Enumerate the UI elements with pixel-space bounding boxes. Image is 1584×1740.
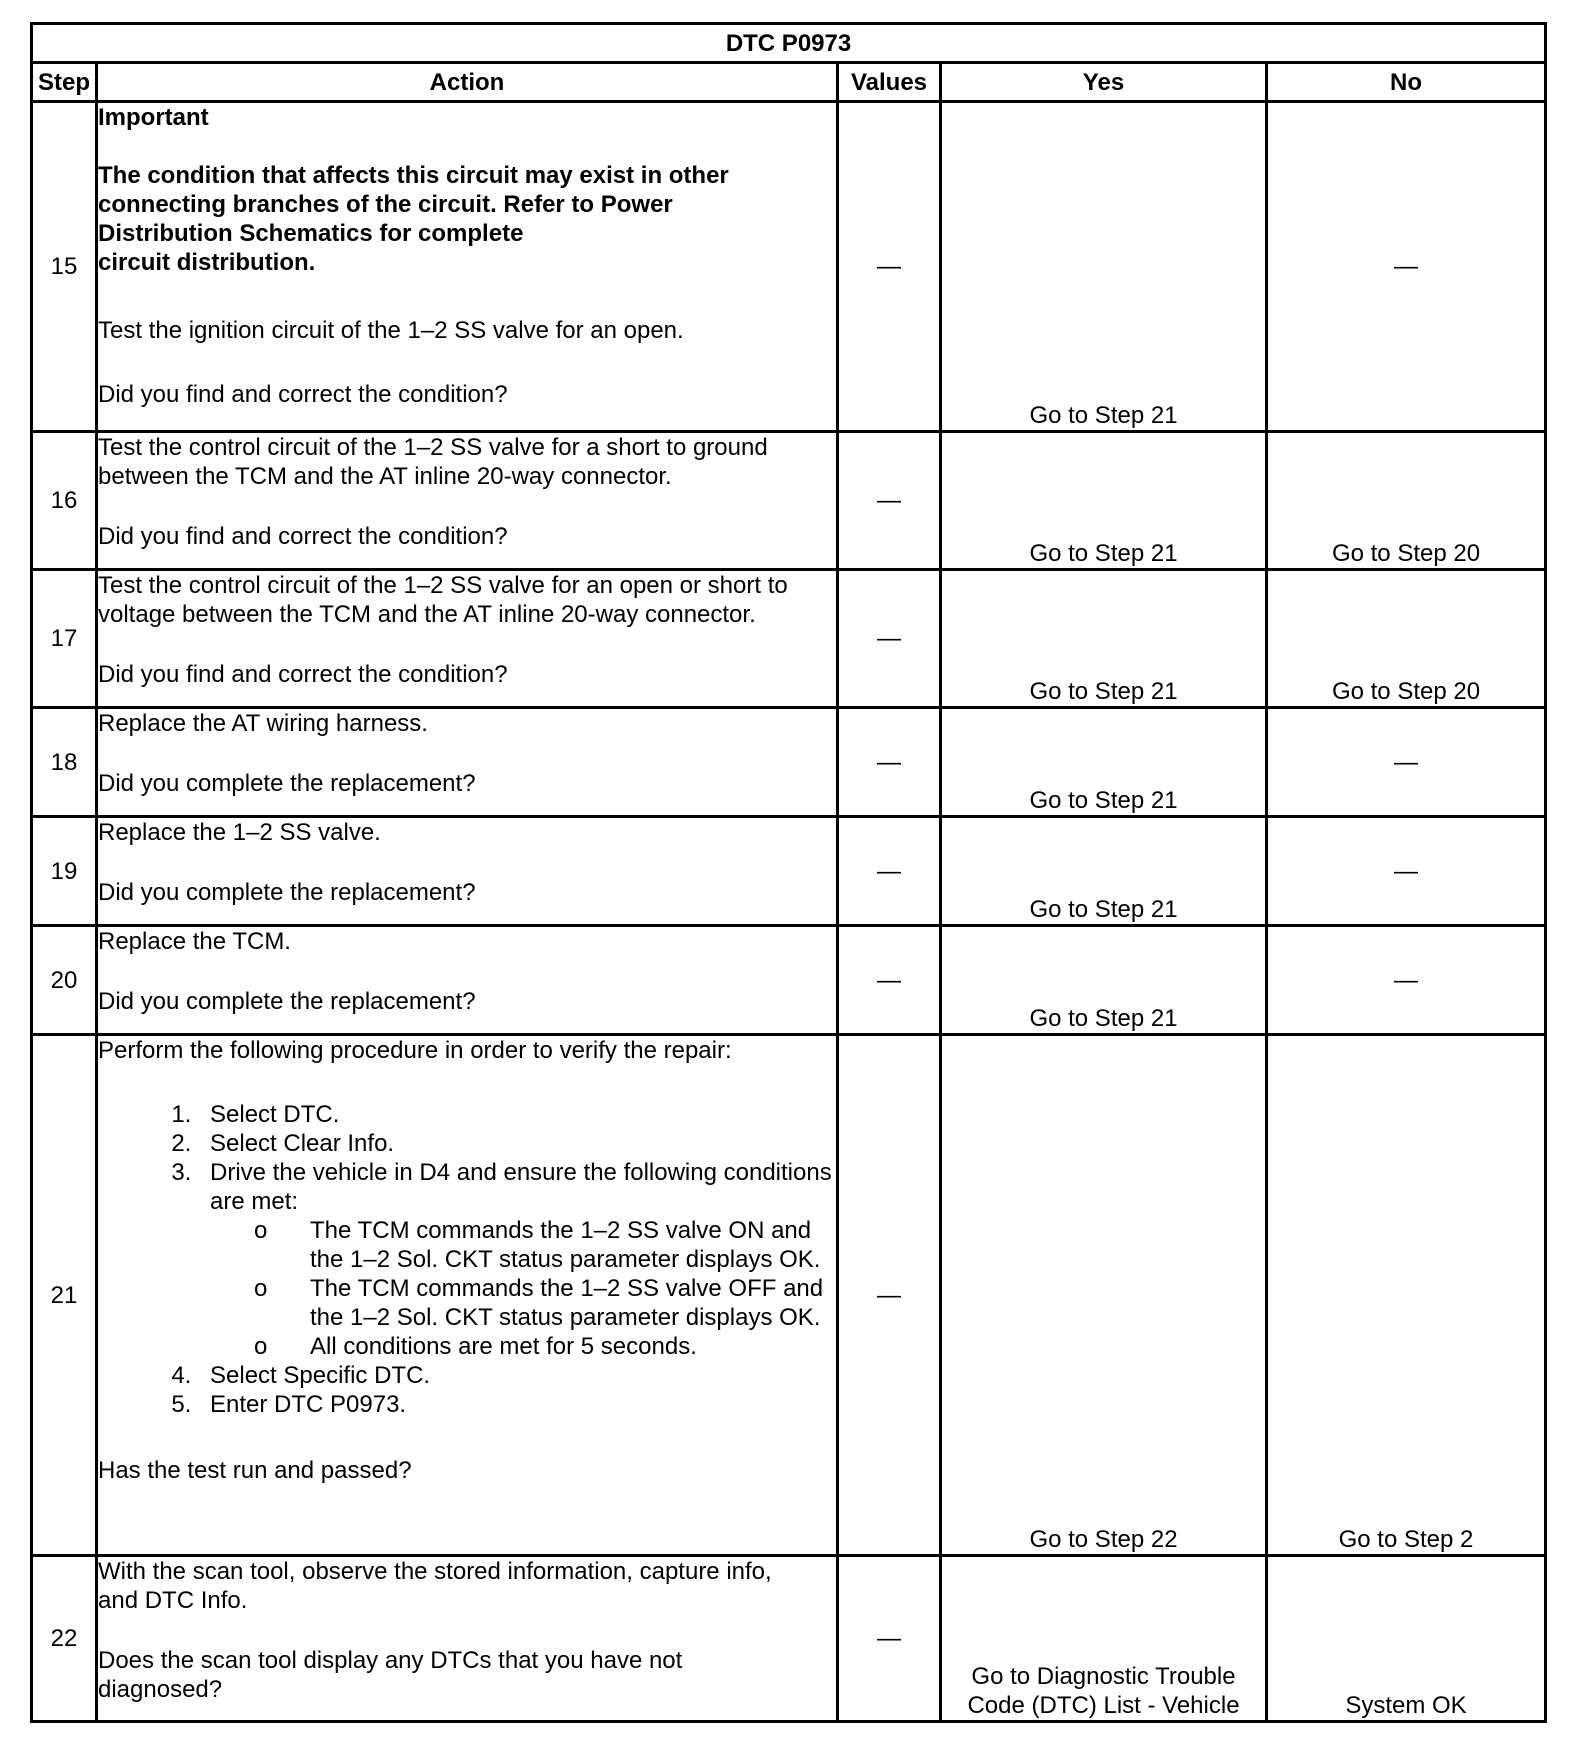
- no-cell: Go to Step 2: [1267, 1035, 1546, 1556]
- yes-cell: Go to Step 21: [941, 570, 1267, 708]
- values-cell: —: [838, 570, 941, 708]
- table-row: [32, 708, 1546, 817]
- question-text: Did you complete the replacement?: [98, 879, 476, 906]
- table-title: DTC P0973: [32, 24, 1546, 63]
- step-number: 18: [32, 708, 97, 817]
- action-text: voltage between the TCM and the AT inline 20-way connector.: [98, 601, 756, 628]
- values-cell: —: [838, 102, 941, 432]
- table-row: [32, 1556, 1546, 1722]
- important-line: circuit distribution.: [98, 249, 316, 276]
- values-cell: —: [838, 926, 941, 1035]
- yes-cell: Go to Step 21: [941, 817, 1267, 926]
- question-text: Does the scan tool display any DTCs that you have not: [98, 1647, 683, 1674]
- header-step: Step: [32, 63, 97, 102]
- action-text: Replace the TCM.: [98, 928, 291, 955]
- table-row: [32, 926, 1546, 1035]
- procedure-list: [98, 1100, 836, 1419]
- action-text: Test the ignition circuit of the 1–2 SS valve for an open.: [98, 317, 684, 344]
- step-number: 17: [32, 570, 97, 708]
- step-number: 19: [32, 817, 97, 926]
- dtc-table: [30, 22, 1547, 1723]
- table-row: [32, 817, 1546, 926]
- question-text: Did you find and correct the condition?: [98, 381, 508, 408]
- table-row: [32, 432, 1546, 570]
- table-row: [32, 570, 1546, 708]
- values-cell: —: [838, 1556, 941, 1722]
- action-cell: [97, 102, 838, 432]
- no-cell: System OK: [1267, 1556, 1546, 1722]
- list-item: 4. Select Specific DTC.: [198, 1361, 836, 1390]
- table-row: [32, 1035, 1546, 1556]
- important-label: Important: [98, 104, 209, 131]
- list-item: 2. Select Clear Info.: [198, 1129, 836, 1158]
- question-text: diagnosed?: [98, 1676, 223, 1703]
- values-cell: —: [838, 1035, 941, 1556]
- action-text: between the TCM and the AT inline 20-way connector.: [98, 463, 672, 490]
- values-cell: —: [838, 432, 941, 570]
- list-item-text: Drive the vehicle in D4 and ensure the following conditions are met:: [210, 1159, 832, 1215]
- values-cell: —: [838, 708, 941, 817]
- yes-cell: Go to Step 21: [941, 432, 1267, 570]
- question-text: Did you complete the replacement?: [98, 988, 476, 1015]
- action-cell: [97, 926, 838, 1035]
- action-cell: [97, 1556, 838, 1722]
- important-line: The condition that affects this circuit may exist in other: [98, 162, 729, 189]
- step-number: 16: [32, 432, 97, 570]
- important-line: Distribution Schematics for complete: [98, 220, 524, 247]
- action-text: Test the control circuit of the 1–2 SS valve for a short to ground: [98, 434, 768, 461]
- question-text: Did you complete the replacement?: [98, 770, 476, 797]
- no-cell: Go to Step 20: [1267, 570, 1546, 708]
- header-values: Values: [838, 63, 941, 102]
- step-number: 22: [32, 1556, 97, 1722]
- action-text: With the scan tool, observe the stored information, capture info,: [98, 1558, 772, 1585]
- action-cell: [97, 1035, 838, 1556]
- list-item: o All conditions are met for 5 seconds.: [298, 1332, 836, 1361]
- action-cell: [97, 817, 838, 926]
- no-cell: —: [1267, 817, 1546, 926]
- action-cell: [97, 432, 838, 570]
- list-item: o The TCM commands the 1–2 SS valve ON and the 1–2 Sol. CKT status parameter displays OK.: [298, 1216, 836, 1274]
- list-item: 5. Enter DTC P0973.: [198, 1390, 836, 1419]
- table-row: [32, 102, 1546, 432]
- step-number: 21: [32, 1035, 97, 1556]
- no-cell: —: [1267, 708, 1546, 817]
- header-action: Action: [97, 63, 838, 102]
- action-text: Perform the following procedure in order to verify the repair:: [98, 1037, 732, 1064]
- important-line: connecting branches of the circuit. Refer to Power: [98, 191, 673, 218]
- action-text: Test the control circuit of the 1–2 SS valve for an open or short to: [98, 572, 788, 599]
- question-text: Did you find and correct the condition?: [98, 523, 508, 550]
- yes-cell: Go to Step 21: [941, 102, 1267, 432]
- action-text: Replace the 1–2 SS valve.: [98, 819, 381, 846]
- header-yes: Yes: [941, 63, 1267, 102]
- list-item: 1. Select DTC.: [198, 1100, 836, 1129]
- yes-cell: [941, 1556, 1267, 1722]
- header-no: No: [1267, 63, 1546, 102]
- no-cell: —: [1267, 926, 1546, 1035]
- yes-line: Code (DTC) List - Vehicle: [967, 1692, 1240, 1719]
- yes-cell: Go to Step 22: [941, 1035, 1267, 1556]
- yes-line: Go to Diagnostic Trouble: [971, 1663, 1236, 1690]
- no-cell: —: [1267, 102, 1546, 432]
- question-text: Did you find and correct the condition?: [98, 661, 508, 688]
- step-number: 15: [32, 102, 97, 432]
- values-cell: —: [838, 817, 941, 926]
- list-item: [198, 1158, 836, 1361]
- condition-list: [210, 1216, 836, 1361]
- step-number: 20: [32, 926, 97, 1035]
- list-item: o The TCM commands the 1–2 SS valve OFF and the 1–2 Sol. CKT status parameter displays OK.: [298, 1274, 836, 1332]
- important-text: [98, 161, 836, 277]
- no-cell: Go to Step 20: [1267, 432, 1546, 570]
- action-text: Replace the AT wiring harness.: [98, 710, 428, 737]
- action-cell: [97, 708, 838, 817]
- yes-cell: Go to Step 21: [941, 926, 1267, 1035]
- action-cell: [97, 570, 838, 708]
- question-text: Has the test run and passed?: [98, 1457, 412, 1484]
- action-text: and DTC Info.: [98, 1587, 248, 1614]
- yes-cell: Go to Step 21: [941, 708, 1267, 817]
